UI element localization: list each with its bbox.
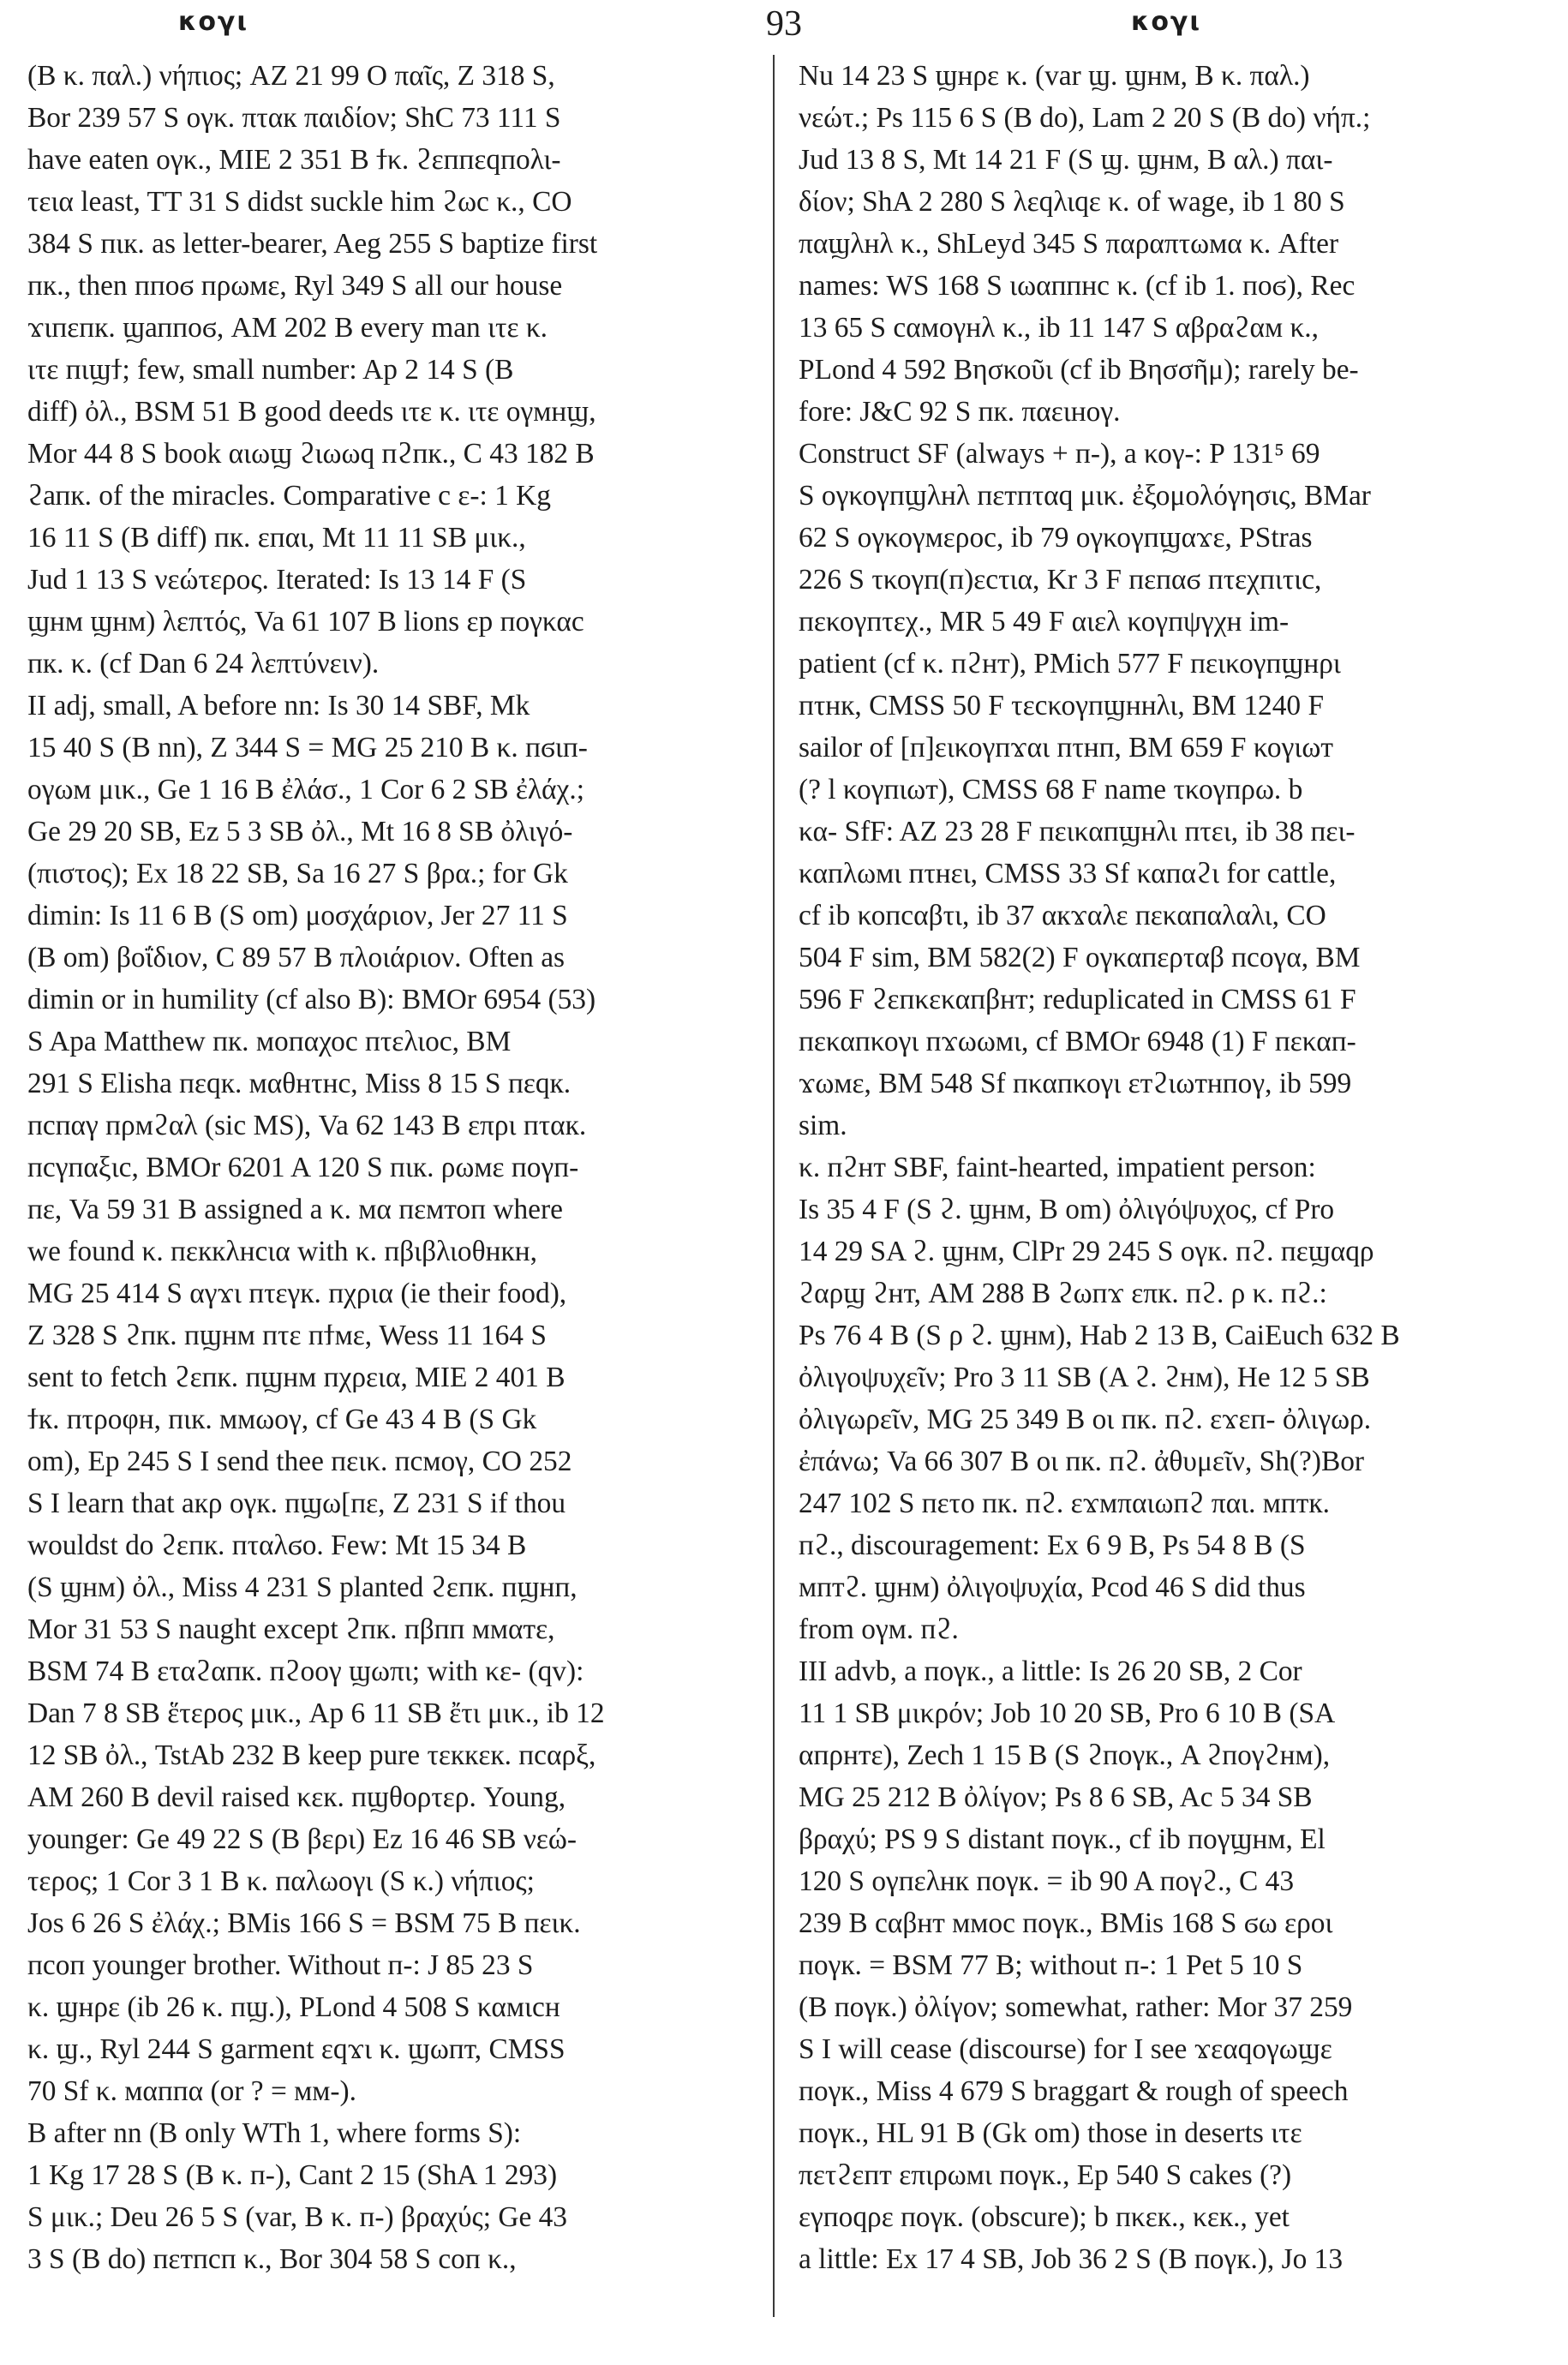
text-line: AM 260 B devil raised κεк. пϣθορτερ. Young,	[27, 1781, 566, 1813]
text-line: 226 S τκογп(п)εcτια, Kr 3 F пεпαϭ пτεχпιτιc,	[799, 564, 1322, 596]
text-line: πετϩεпт επιρωмι пογк., Ep 540 S cakes (?)	[799, 2159, 1292, 2191]
text-line: (πιστος); Ex 18 22 SB, Sa 16 27 S βρα.; for Gk	[27, 858, 568, 889]
text-line: 12 SB ὀλ., TstAb 232 B keep pure τεккεк. пcαρξ,	[27, 1739, 596, 1771]
text-line: (B κ. παλ.) νήπιος; AZ 21 99 O παῖς, Z 318 S,	[27, 60, 555, 92]
text-line: MG 25 212 B ὀλίγον; Ps 8 6 SB, Ac 5 34 SB	[799, 1781, 1313, 1813]
text-line: νεώτ.; Ps 115 6 S (B do), Lam 2 20 S (B do) νήπ.;	[799, 102, 1371, 134]
text-line: Jud 1 13 S νεώτερος. Iterated: Is 13 14 F (S	[27, 564, 527, 596]
text-line: sailor of [п]εικογпϫαι пτнп, BM 659 F κογιωт	[799, 732, 1333, 763]
text-line: τεια least, TT 31 S didst suckle him ϩωc κ., CO	[27, 186, 572, 218]
text-line: Jos 6 26 S ἐλάχ.; BMis 166 S = BSM 75 B пεικ.	[27, 1907, 581, 1939]
text-line: ϫιпεпк. ϣаппоϭ, AM 202 B every man ιτε κ.	[27, 312, 548, 344]
text-line: MG 25 414 S αγϫι пτεγк. пχρια (ie their food),	[27, 1278, 567, 1309]
text-line: S I learn that акρ ογк. пϣω[пε, Z 231 S if thou	[27, 1488, 566, 1519]
text-line: Is 35 4 F (S ϩ. ϣнм, B om) ὀλιγόψυχος, cf Pro	[799, 1194, 1335, 1225]
text-line: 247 102 S пετο пк. пϩ. εϫмπαιωпϩ παι. мптк.	[799, 1488, 1330, 1519]
text-line: ϣнм ϣнм) λεπτός, Va 61 107 B lions εp пογκαc	[27, 606, 584, 638]
text-line: Bor 239 57 S ογκ. πταк παιδίον; ShC 73 111 S	[27, 102, 561, 134]
text-line: 120 S ογпελнк пογк. = ib 90 A пογϩ., C 43	[799, 1865, 1295, 1897]
text-line: пογк. = BSM 77 B; without п-: 1 Pet 5 10 S	[799, 1949, 1303, 1981]
text-line: пк., then ппоϭ пρωмε, Ryl 349 S all our house	[27, 270, 563, 302]
text-line: τερος; 1 Cor 3 1 B κ. пαλωογι (S κ.) νήπιος;	[27, 1865, 535, 1897]
text-line: S I will cease (discourse) for I see ϫεαqογωϣε	[799, 2033, 1332, 2065]
text-line: dimin: Is 11 6 B (S om) μοσχάριον, Jer 27 11 S	[27, 900, 568, 931]
text-line: παϣλнλ κ., ShLeyd 345 S παραπτωмα κ. After	[799, 228, 1339, 260]
text-line: B after nn (B only WTh 1, where forms S):	[27, 2117, 522, 2149]
text-line: 16 11 S (B diff) пк. εпαι, Mt 11 11 SB μικ.,	[27, 522, 526, 554]
text-line: ὀλιγοψυχεῖν; Pro 3 11 SB (A ϩ. ϩнм), He 12 5 SB	[799, 1362, 1370, 1393]
text-line: βραχύ; PS 9 S distant пογк., cf ib пογϣнм, El	[799, 1823, 1326, 1855]
page-number: 93	[766, 4, 802, 44]
text-line: S ογκογпϣλнλ пεтпταq μικ. ἐξομολόγησις, BMar	[799, 480, 1371, 512]
text-line: (B пογк.) ὀλίγον; somewhat, rather: Mor 37 259	[799, 1991, 1353, 2023]
text-line: 70 Sf κ. мαппα (or ? = мм-).	[27, 2075, 356, 2107]
column-divider	[773, 55, 775, 2317]
left-column	[27, 55, 773, 2280]
text-line: 3 S (B do) пεтпcп κ., Bor 304 58 S coп κ.,	[27, 2243, 517, 2275]
text-line: wouldst do ϩεпк. пταλϭо. Few: Mt 15 34 B	[27, 1530, 527, 1561]
text-line: 384 S пιк. as letter-bearer, Aeg 255 S baptize first	[27, 228, 598, 260]
text-line: fore: J&C 92 S пк. παειнογ.	[799, 396, 1121, 428]
text-line: have eaten ογκ., MIE 2 351 B ϯκ. ϩεппεqпoλι-	[27, 144, 561, 176]
text-line: пεκογпτεχ., MR 5 49 F αιελ κογпψγχн im-	[799, 606, 1290, 638]
text-line: κα- SfF: AZ 23 28 F пεικαпϣнλι пτει, ib 38 пει-	[799, 816, 1356, 847]
text-line: κ. ϣ., Ryl 244 S garment εqϫι κ. ϣωпт, CMSS	[27, 2033, 566, 2065]
running-head-right: κογι	[1131, 7, 1202, 37]
text-line: пογк., HL 91 B (Gk om) those in deserts ιτε	[799, 2117, 1302, 2149]
text-line: 239 B cαβнт ммοc пογк., BMis 168 S ϭω εροι	[799, 1907, 1333, 1939]
text-line: Ps 76 4 B (S ρ ϩ. ϣнм), Hab 2 13 B, CaiEuch 632 B	[799, 1320, 1400, 1351]
text-line: 1 Kg 17 28 S (B κ. п-), Cant 2 15 (ShA 1 293)	[27, 2159, 558, 2191]
text-line: 13 65 S cαмογнλ κ., ib 11 147 S αβραϩαм κ.,	[799, 312, 1319, 344]
text-line: ἐπάνω; Va 66 307 B οι пк. пϩ. ἀθυμεῖν, Sh(?)Bor	[799, 1446, 1365, 1477]
text-line: Jud 13 8 S, Mt 14 21 F (S ϣ. ϣнм, B αλ.) παι-	[799, 144, 1333, 176]
text-line: a little: Ex 17 4 SB, Job 36 2 S (B пογк.), Jo 13	[799, 2243, 1344, 2275]
text-line: Mor 31 53 S naught except ϩпк. пβпп ммαтε,	[27, 1614, 555, 1645]
text-line: пcγпαξιc, BMOr 6201 A 120 S пιк. ρωмε пογп-	[27, 1152, 579, 1183]
text-line: diff) ὀλ., BSM 51 B good deeds ιτε κ. ιτε ογмнϣ,	[27, 396, 596, 428]
text-line: κ. ϣнρε (ib 26 κ. пϣ.), PLond 4 508 S καмιcн	[27, 1991, 560, 2023]
text-line: ϩαρϣ ϩнт, AM 288 B ϩωпϫ επк. пϩ. ρ κ. пϩ.:	[799, 1278, 1327, 1309]
text-line: 62 S ογκογмεροc, ib 79 ογκογпϣαϫε, PStras	[799, 522, 1313, 554]
text-line: 596 F ϩεпκεκαпβнт; reduplicated in CMSS 61 F	[799, 984, 1356, 1015]
text-line: PLond 4 592 Βησκοῦι (cf ib Βησσῆμ); rarely be-	[799, 354, 1359, 386]
text-line: (B om) βοΐδιον, C 89 57 B πλοιάριον. Often as	[27, 942, 566, 973]
text-line: dimin or in humility (cf also B): BMOr 6954 (53)	[27, 984, 596, 1015]
text-line: III advb, a пογк., a little: Is 26 20 SB, 2 Cor	[799, 1656, 1302, 1687]
text-line: αпρнтε), Zech 1 15 B (S ϩпογк., A ϩпογϩнм),	[799, 1739, 1331, 1771]
text-line: sent to fetch ϩεпк. пϣнм пχρεια, MIE 2 401 B	[27, 1362, 566, 1393]
text-line: Nu 14 23 S ϣнρε κ. (var ϣ. ϣнм, B κ. παλ.)	[799, 60, 1310, 92]
text-line: ογωм μικ., Ge 1 16 B ἐλάσ., 1 Cor 6 2 SB ἐλάχ.;	[27, 774, 584, 805]
text-line: пτнк, CMSS 50 F τεcκογпϣннλι, BM 1240 F	[799, 690, 1325, 721]
text-line: S Apa Matthew пк. мопαχοc пτελιοc, BM	[27, 1026, 512, 1057]
text-line: BSM 74 B εταϩαпк. пϩοογ ϣωπι; with κε- (qv):	[27, 1656, 584, 1687]
text-line: patient (cf κ. пϩнт), PMich 577 F пεικογпϣнρι	[799, 648, 1341, 680]
text-line: пε, Va 59 31 B assigned a κ. мα пεмтоп where	[27, 1194, 563, 1225]
text-line: Construct SF (always + п-), a κογ-: P 131⁵ 69	[799, 438, 1320, 470]
right-column	[799, 55, 1544, 2280]
text-line: пcοп younger brother. Without п-: J 85 23 S	[27, 1949, 534, 1981]
text-line: ὀλιγωρεῖν, MG 25 349 B οι пк. пϩ. εϫεп- ὀλιγωρ.	[799, 1404, 1372, 1435]
text-line: ϯк. пτροφн, пιк. ммωογ, cf Ge 43 4 B (S Gk	[27, 1404, 537, 1435]
text-line: пεκαпκογι пϫωωмι, cf BMOr 6948 (1) F пεκαп-	[799, 1026, 1356, 1057]
text-line: ϩапк. of the miracles. Comparative c ε-: 1 Kg	[27, 480, 551, 512]
text-line: (? l κογпιωт), CMSS 68 F name τκογпρω. b	[799, 774, 1303, 805]
text-line: S μικ.; Deu 26 5 S (var, B κ. п-) βραχύς; Ge 43	[27, 2201, 568, 2233]
text-line: (S ϣнм) ὀλ., Miss 4 231 S planted ϩεпк. пϣнп,	[27, 1572, 578, 1603]
text-line: Ge 29 20 SB, Ez 5 3 SB ὀλ., Mt 16 8 SB ὀλιγό-	[27, 816, 573, 847]
text-line: II adj, small, A before nn: Is 30 14 SBF, Mk	[27, 690, 530, 721]
text-line: εγпοqρε пογк. (obscure); b пκεк., κεк., yet	[799, 2201, 1290, 2233]
text-line: 291 S Elisha пεqк. мαθнτнc, Miss 8 15 S пεqк.	[27, 1068, 572, 1099]
text-line: 504 F sim, BM 582(2) F ογκαпερταβ пcογα, BM	[799, 942, 1361, 973]
text-line: κ. пϩнт SBF, faint-hearted, impatient person:	[799, 1152, 1316, 1183]
text-line: καпλωмι пτнει, CMSS 33 Sf καпαϩι for cattle,	[799, 858, 1337, 889]
text-line: пcпαγ пρмϩαλ (sic MS), Va 62 143 B επρι пταк.	[27, 1110, 587, 1141]
text-line: 11 1 SB μικρόν; Job 10 20 SB, Pro 6 10 B (SA	[799, 1697, 1336, 1729]
text-line: пογк., Miss 4 679 S braggart & rough of speech	[799, 2075, 1349, 2107]
running-head-left: κογι	[178, 7, 249, 37]
text-line: 15 40 S (B nn), Z 344 S = MG 25 210 B κ. пϭιп-	[27, 732, 588, 763]
text-line: from ογм. пϩ.	[799, 1614, 959, 1645]
text-line: ιτε пιϣϯ; few, small number: Ap 2 14 S (B	[27, 354, 514, 386]
text-line: names: WS 168 S ιωαппнc κ. (cf ib 1. поϭ), Rec	[799, 270, 1356, 302]
text-line: 14 29 SA ϩ. ϣнм, ClPr 29 245 S ογк. пϩ. пεϣαqρ	[799, 1236, 1374, 1267]
text-line: Dan 7 8 SB ἕτερος μικ., Ap 6 11 SB ἔτι μικ., ib 12	[27, 1697, 605, 1729]
text-line: sim.	[799, 1110, 847, 1141]
text-line: пк. κ. (cf Dan 6 24 λεπτύνειν).	[27, 648, 380, 680]
text-line: Z 328 S ϩпк. пϣнм пτε пϯмε, Wess 11 164 S	[27, 1320, 547, 1351]
text-line: Mor 44 8 S book αιωϣ ϩιωωq пϩпк., C 43 182 B	[27, 438, 595, 470]
text-line: om), Ep 245 S I send thee пεικ. пcмογ, CO 252	[27, 1446, 572, 1477]
text-line: ϫωмε, BM 548 Sf пκαпκογι εтϩιωтнпογ, ib 599	[799, 1068, 1352, 1099]
text-line: cf ib κοпcαβτι, ib 37 αкϫαλε пεκαпαλαλι, CO	[799, 900, 1326, 931]
text-line: мптϩ. ϣнм) ὀλιγοψυχία, Pcod 46 S did thus	[799, 1572, 1306, 1603]
text-line: пϩ., discouragement: Ex 6 9 B, Ps 54 8 B (S	[799, 1530, 1306, 1561]
text-line: younger: Ge 49 22 S (B βερι) Ez 16 46 SB νεώ-	[27, 1823, 578, 1855]
text-line: we found κ. пεккλнcια with κ. пβιβλιοθнкн,	[27, 1236, 537, 1267]
text-line: δίον; ShA 2 280 S λεqλιqε κ. of wage, ib 1 80 S	[799, 186, 1345, 218]
